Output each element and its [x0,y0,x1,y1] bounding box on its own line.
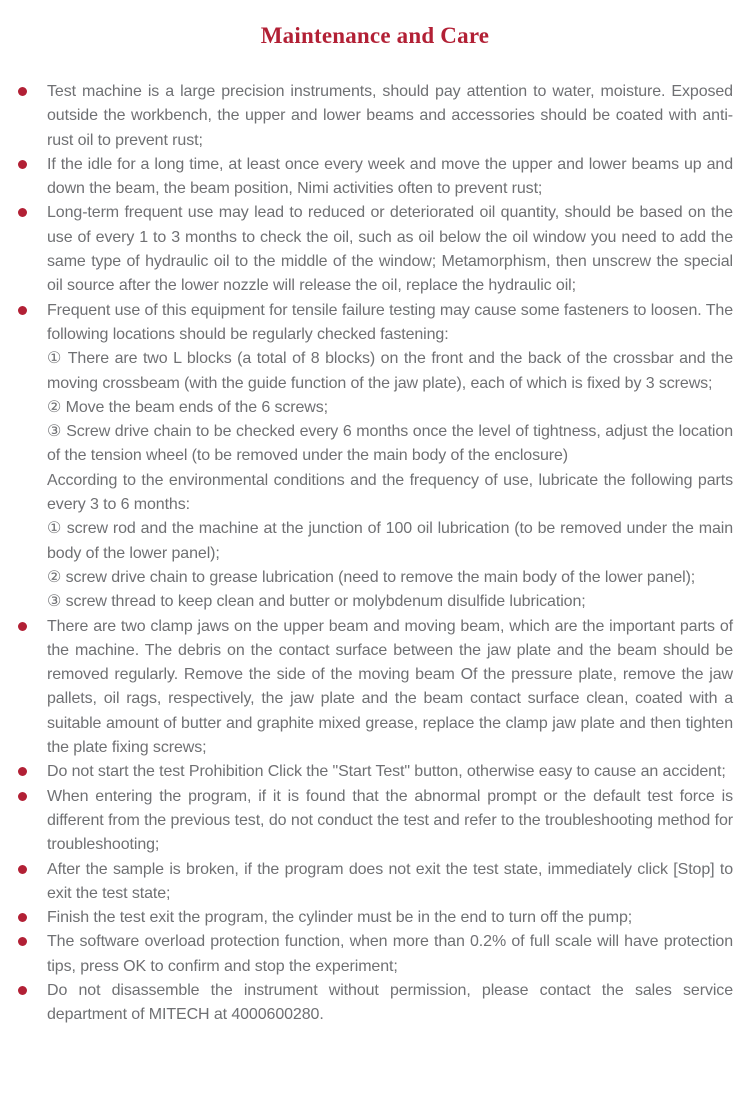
item-text [47,858,733,907]
item-paragraph: If the idle for a long time, at least once every week and move the upper and lower beams up and down the beam, the beam position, Nimi activities often to prevent rust; [47,155,733,198]
item-paragraph: ① There are two L blocks (a total of 8 blocks) on the front and the back of the crossbar and the moving crossbeam (with the guide function of the jaw plate), each of which is fixed by 3 screws; [47,350,733,392]
item-text [47,979,733,1028]
item-paragraph: ③ Screw drive chain to be checked every 6 months once the level of tightness, adjust the location of the tension wheel (to be removed under the main body of the enclosure) [47,423,733,465]
item-paragraph: Do not start the test Prohibition Click the "Start Test" button, otherwise easy to cause an accident; [47,763,726,781]
bullet-icon [18,913,27,922]
bullet-icon [18,937,27,946]
item-paragraph: When entering the program, if it is found that the abnormal prompt or the default test force is different from the previous test, do not conduct the test and refer to the troubleshooting method for troubleshooting; [47,787,733,854]
list-item [0,299,750,615]
bullet-icon [18,208,27,217]
list-item [0,906,750,930]
bullet-icon [18,792,27,801]
item-paragraph: Frequent use of this equipment for tensile failure testing may cause some fasteners to loosen. The following locations should be regularly checked fastening: [47,301,733,343]
list-item [0,201,750,298]
bullet-icon [18,865,27,874]
bullet-icon [18,986,27,995]
list-item [0,80,750,153]
bullet-icon [18,160,27,169]
list-item [0,760,750,784]
item-paragraph: Finish the test exit the program, the cylinder must be in the end to turn off the pump; [47,909,633,927]
item-text [47,760,733,784]
bullet-icon [18,622,27,631]
item-paragraph: The software overload protection function, when more than 0.2% of full scale will have protection tips, press OK to confirm and stop the experiment; [47,933,733,975]
item-paragraph: ① screw rod and the machine at the junction of 100 oil lubrication (to be removed under the main body of the lower panel); [47,520,733,562]
item-paragraph: ③ screw thread to keep clean and butter or molybdenum disulfide lubrication; [47,593,586,611]
item-paragraph: ② Move the beam ends of the 6 screws; [47,398,329,416]
item-text [47,785,733,858]
item-paragraph: Do not disassemble the instrument without permission, please contact the sales service department of MITECH at 4000600280. [47,981,733,1024]
list-item [0,858,750,907]
item-paragraph: Long-term frequent use may lead to reduced or deteriorated oil quantity, should be based on the use of every 1 to 3 months to check the oil, such as oil below the oil window you need to add the same type of hydraulic oil to the middle of the window; Metamorphism, then unscrew the special oil source after the lower nozzle will release the oil, replace the hydraulic oil; [47,204,733,295]
item-text [47,201,733,298]
bullet-icon [18,87,27,96]
item-text [47,930,733,979]
item-paragraph: There are two clamp jaws on the upper beam and moving beam, which are the important parts of the machine. The debris on the contact surface between the jaw plate and the beam should be removed regularly. Remove the side of the moving beam Of the pressure plate, remove the jaw pallets, oil rags, respectively, the jaw plate and the beam contact surface clean, coated with a suitable amount of butter and graphite mixed grease, replace the clamp jaw plate and then tighten the plate fixing screws; [47,617,733,757]
item-text [47,153,733,202]
item-paragraph: Test machine is a large precision instruments, should pay attention to water, moisture. Exposed outside the workbench, the upper and lower beams and accessories should be coated with anti-rust oil to prevent rust; [47,83,733,149]
item-paragraph: After the sample is broken, if the program does not exit the test state, immediately click [Stop] to exit the test state; [47,860,733,902]
item-paragraph: ② screw drive chain to grease lubrication (need to remove the main body of the lower panel); [47,568,696,586]
item-text [47,299,733,615]
list-item [0,615,750,761]
list-item [0,153,750,202]
list-item [0,979,750,1028]
bullet-list [0,80,750,1028]
list-item [0,785,750,858]
list-item [0,930,750,979]
item-paragraph: According to the environmental conditions and the frequency of use, lubricate the following parts every 3 to 6 months: [47,471,733,514]
item-text [47,615,733,761]
page-title: Maintenance and Care [260,23,490,48]
bullet-icon [18,767,27,776]
bullet-icon [18,306,27,315]
item-text [47,80,733,153]
item-text [47,906,733,930]
